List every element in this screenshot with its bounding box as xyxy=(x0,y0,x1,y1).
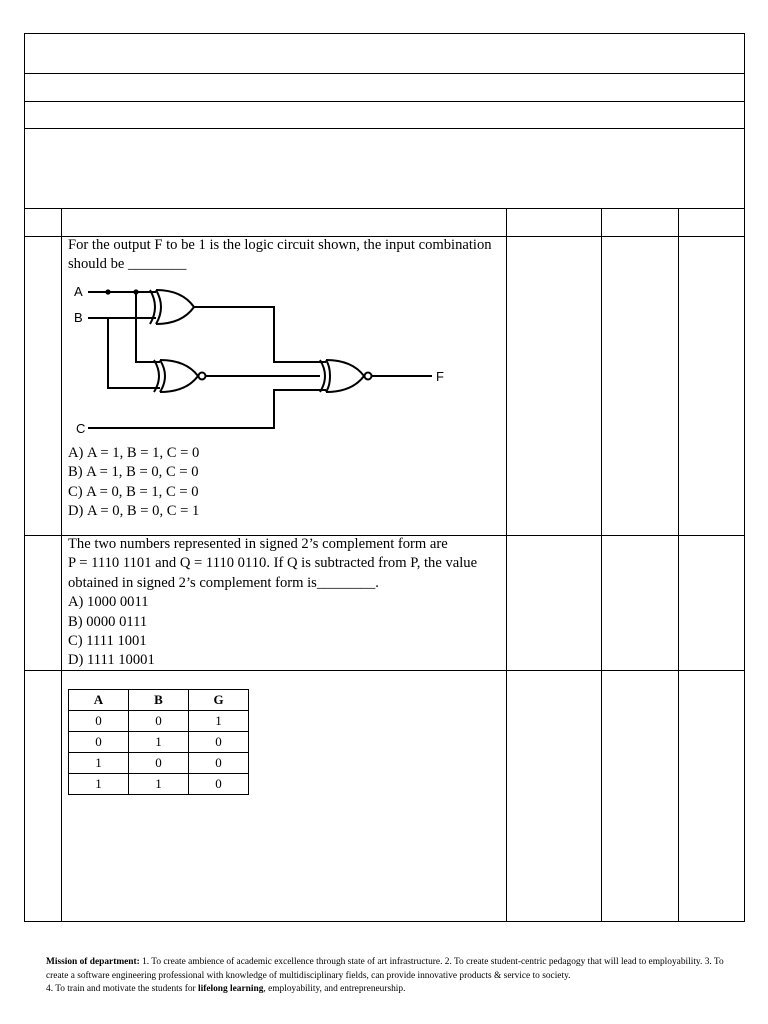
header-g: G xyxy=(189,690,249,711)
option-d: D) 1111 10001 xyxy=(68,652,155,669)
mission-text-2-bold: lifelong learning xyxy=(198,984,264,994)
table-cell: 1 xyxy=(129,732,189,753)
input-a-label: A xyxy=(74,284,83,299)
col-divider-3 xyxy=(601,208,602,922)
header-divider-2 xyxy=(24,101,745,102)
table-cell: 0 xyxy=(189,753,249,774)
option-b: B) A = 1, B = 0, C = 0 xyxy=(68,464,199,481)
header-b: B xyxy=(129,690,189,711)
table-row xyxy=(69,732,249,753)
logic-circuit-diagram xyxy=(68,280,458,440)
col-divider-2 xyxy=(506,208,507,922)
table-row xyxy=(69,711,249,732)
mission-statement xyxy=(46,956,726,997)
mission-label: Mission of department: xyxy=(46,957,140,967)
table-cell: 0 xyxy=(69,711,129,732)
table-cell: 1 xyxy=(189,711,249,732)
option-b: B) 0000 0111 xyxy=(68,613,148,630)
question-2-line-2: P = 1110 1101 and Q = 1110 0110. If Q is subtracted from P, the value xyxy=(68,555,478,572)
question-2-line-1: The two numbers represented in signed 2’s complement form are xyxy=(68,536,448,552)
question-1-options xyxy=(68,444,500,522)
col-divider-4 xyxy=(678,208,679,922)
question-2-line-3: obtained in signed 2’s complement form is________. xyxy=(68,574,379,591)
question-2 xyxy=(68,535,504,671)
mission-text-2-post: , employability, and entrepreneurship. xyxy=(263,984,406,994)
option-a: A) A = 1, B = 1, C = 0 xyxy=(68,445,200,461)
truth-table xyxy=(68,689,249,795)
junction-dot-a xyxy=(105,289,110,294)
table-cell: 1 xyxy=(69,774,129,795)
option-a: A) 1000 0011 xyxy=(68,594,149,611)
table-row xyxy=(69,753,249,774)
mission-text-1: 1. To create ambience of academic excellence through state of art infrastructure. 2. To create student-centric pedagogy that will lead to employability. 3. To create a software engineering professional with knowledge of multidisciplinary fields, can provide innovative products & service to society. xyxy=(46,957,724,981)
option-d: D) A = 0, B = 0, C = 1 xyxy=(68,503,200,520)
input-b-label: B xyxy=(74,310,83,325)
question-1 xyxy=(68,236,500,275)
output-f-label: F xyxy=(436,369,444,384)
table-cell: 0 xyxy=(129,711,189,732)
input-c-label: C xyxy=(76,421,86,436)
table-row xyxy=(69,774,249,795)
table-cell: 0 xyxy=(69,732,129,753)
header-frame xyxy=(24,33,745,209)
table-cell: 0 xyxy=(189,732,249,753)
header-divider-1 xyxy=(24,73,745,74)
header-a: A xyxy=(69,690,129,711)
col-divider-1 xyxy=(61,208,62,922)
option-c: C) A = 0, B = 1, C = 0 xyxy=(68,483,199,500)
question-1-text: For the output F to be 1 is the logic circuit shown, the input combination should be ________ xyxy=(68,237,492,273)
truth-table-header xyxy=(69,690,249,711)
header-divider-3 xyxy=(24,128,745,129)
table-cell: 1 xyxy=(69,753,129,774)
option-c: C) 1111 1001 xyxy=(68,633,147,650)
junction-dot-b xyxy=(133,289,138,294)
table-cell: 1 xyxy=(129,774,189,795)
table-cell: 0 xyxy=(129,753,189,774)
mission-text-2-pre: 4. To train and motivate the students for xyxy=(46,984,199,994)
table-cell: 0 xyxy=(189,774,249,795)
